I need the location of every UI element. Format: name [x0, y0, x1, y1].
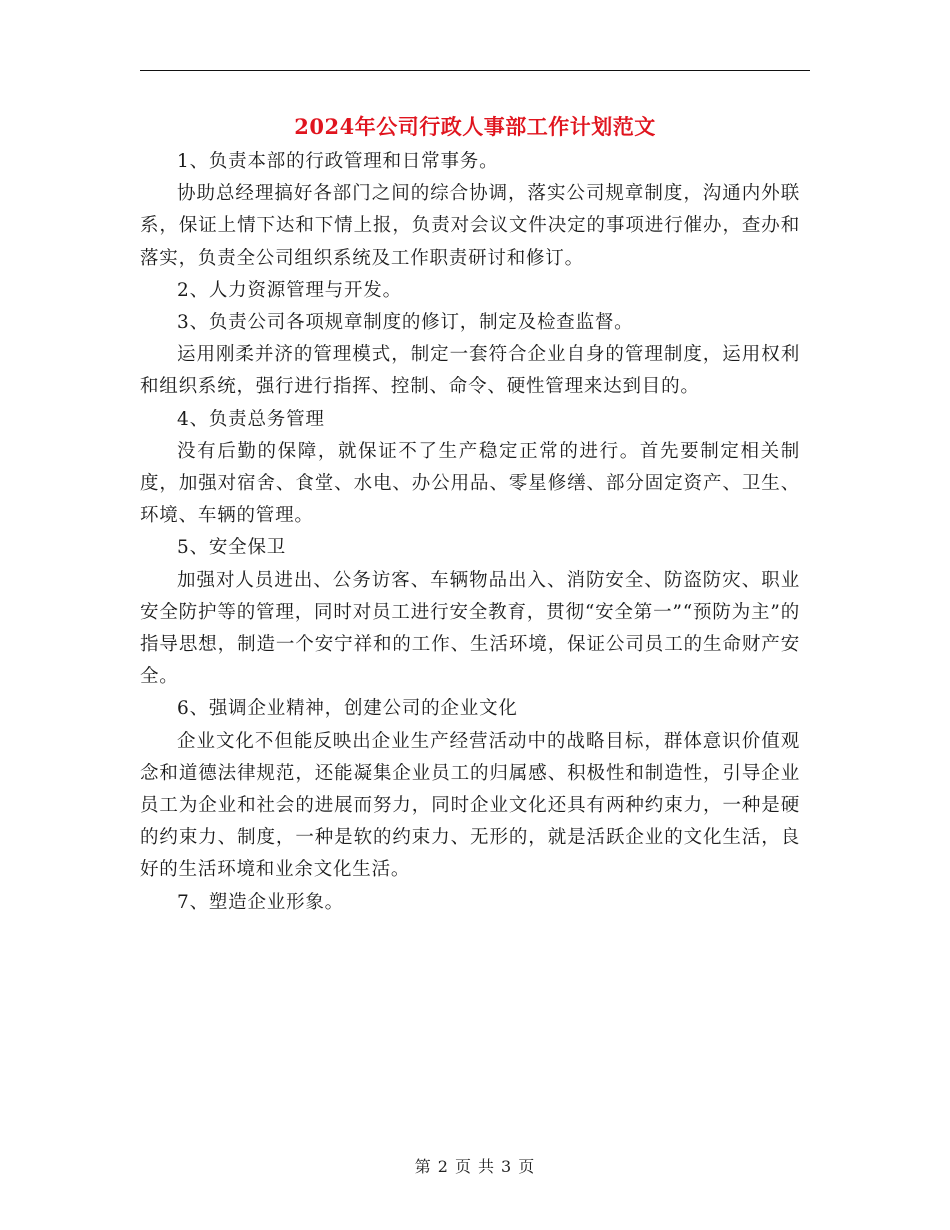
page-label-suffix: 页 [518, 1157, 536, 1176]
paragraph: 2、人力资源管理与开发。 [177, 279, 402, 301]
paragraph: 企业文化不但能反映出企业生产经营活动中的战略目标，群体意识价值观念和道德法律规范，还能凝集企业员工的归属感、积极性和制造性，引导企业员工为企业和社会的进展而努力，同时企业文化还具有两种约束力，一种是硬的约束力、制度，一种是软的约束力、无形的，就是活跃企业的文化生活，良好的生活环境和业余文化生活。 [140, 730, 800, 881]
paragraph: 没有后勤的保障，就保证不了生产稳定正常的进行。首先要制定相关制度，加强对宿舍、食堂、水电、办公用品、零星修缮、部分固定资产、卫生、环境、车辆的管理。 [140, 440, 800, 527]
page-footer [0, 1154, 950, 1177]
paragraph: 协助总经理搞好各部门之间的综合协调，落实公司规章制度，沟通内外联系，保证上情下达和下情上报，负责对会议文件决定的事项进行催办，查办和落实，负责全公司组织系统及工作职责研讨和修订。 [140, 183, 800, 269]
paragraph: 3、负责公司各项规章制度的修订，制定及检查监督。 [177, 312, 634, 334]
paragraph: 5、安全保卫 [177, 537, 287, 559]
paragraph: 加强对人员进出、公务访客、车辆物品出入、消防安全、防盗防灾、职业安全防护等的管理，同时对员工进行安全教育，贯彻“安全第一”“预防为主”的指导思想，制造一个安宁祥和的工作、生活环境，保证公司员工的生命财产安全。 [140, 569, 800, 688]
paragraph: 运用刚柔并济的管理模式，制定一套符合企业自身的管理制度，运用权利和组织系统，强行进行指挥、控制、命令、硬性管理来达到目的。 [140, 344, 800, 398]
total-pages-number: 3 [501, 1157, 513, 1176]
document-body [140, 146, 800, 919]
paragraph: 6、强调企业精神，创建公司的企业文化 [177, 698, 518, 720]
paragraph: 4、负责总务管理 [177, 408, 325, 430]
header-rule [140, 70, 810, 71]
page-label-prefix: 第 [414, 1157, 432, 1176]
document-title: 2024年公司行政人事部工作计划范文 [294, 114, 656, 139]
page-label-mid: 页 共 [454, 1157, 496, 1176]
current-page-number: 2 [437, 1157, 449, 1176]
paragraph: 7、塑造企业形象。 [177, 891, 344, 913]
paragraph: 1、负责本部的行政管理和日常事务。 [177, 151, 499, 172]
